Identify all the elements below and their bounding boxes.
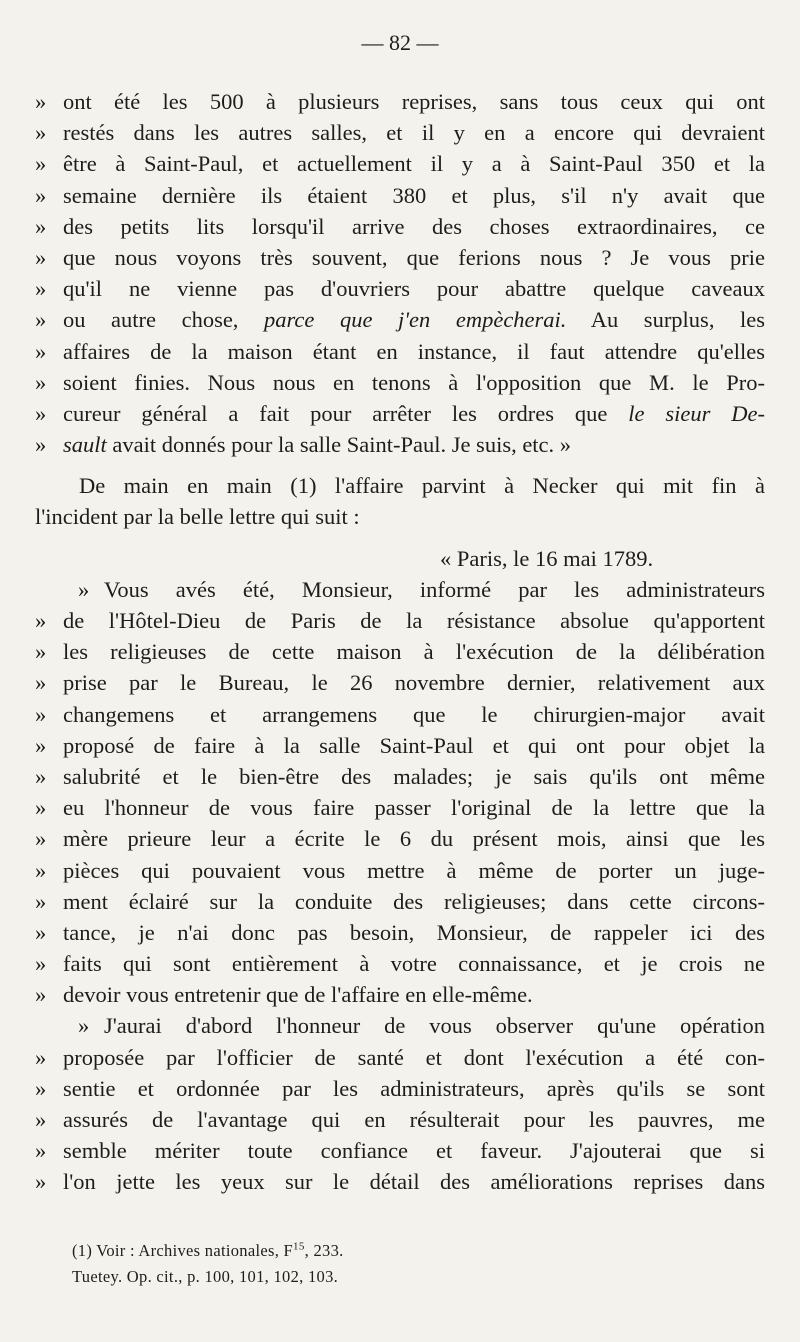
text-line: [35, 211, 765, 242]
line-text: tance, je n'ai donc pas besoin, Monsieur, de rappeler ici des: [63, 919, 765, 945]
text-line: [35, 917, 765, 948]
quote-mark: »: [35, 857, 47, 883]
line-text: ment éclairé sur la conduite des religieuses; dans cette circons-: [63, 888, 765, 914]
quote-mark: »: [35, 795, 47, 821]
text-line: [35, 273, 765, 304]
line-text: des petits lits lorsqu'il arrive des choses extraordinaires, ce: [63, 213, 765, 239]
quote-mark: »: [35, 826, 47, 852]
text-line: [35, 429, 765, 460]
quote-mark: »: [35, 701, 47, 727]
line-text: avait donnés pour la salle Saint-Paul. Je suis, etc. »: [106, 432, 572, 458]
text-line: [35, 148, 765, 179]
line-text: proposé de faire à la salle Saint-Paul et qui ont pour objet la: [63, 732, 765, 758]
text-line: [35, 574, 765, 605]
line-text: sentie et ordonnée par les administrateurs, après qu'ils se sont: [63, 1075, 765, 1101]
quote-mark: »: [78, 576, 90, 602]
text-line: [35, 1010, 765, 1041]
quote-mark: »: [35, 89, 47, 114]
line-text: l'incident par la belle lettre qui suit :: [35, 504, 360, 530]
line-text: que nous voyons très souvent, que ferions nous ? Je vous prie: [63, 244, 765, 270]
quote-mark: »: [35, 888, 47, 914]
text-line: [35, 1166, 765, 1197]
text-line: [35, 86, 765, 117]
quote-mark: »: [35, 1107, 47, 1132]
text-line: [35, 242, 765, 273]
page-number: — 82 —: [361, 30, 439, 55]
line-text: semaine dernière ils étaient 380 et plus, s'il n'y avait que: [63, 182, 765, 208]
text-line: [35, 1135, 765, 1166]
quote-mark: »: [35, 244, 47, 270]
quote-mark: »: [35, 1075, 47, 1101]
line-text: proposée par l'officier de santé et dont l'exécution a été con-: [63, 1044, 765, 1070]
line-text: assurés de l'avantage qui en résulterait pour les pauvres, me: [63, 1107, 765, 1132]
text-line: [35, 699, 765, 730]
quote-mark: »: [35, 213, 47, 239]
text-line: [35, 730, 765, 761]
quote-mark: »: [35, 1138, 47, 1164]
quote-mark: »: [35, 1044, 47, 1070]
quote-mark: »: [35, 182, 47, 208]
line-text: De main en main (1) l'affaire parvint à Necker qui mit fin à: [79, 473, 765, 499]
letter-date: [35, 543, 765, 574]
quote-mark: »: [35, 763, 47, 789]
body-text: [35, 86, 765, 1198]
quote-mark: »: [35, 432, 47, 458]
text-line: [35, 398, 765, 429]
quote-mark: »: [35, 120, 47, 146]
line-text: salubrité et le bien-être des malades; je sais qu'ils ont même: [63, 763, 765, 789]
text-line: [35, 336, 765, 367]
line-text: Vous avés été, Monsieur, informé par les administrateurs: [104, 576, 765, 602]
text-line: [35, 886, 765, 917]
line-text: Au surplus, les: [566, 307, 765, 333]
line-italic: le sieur De-: [628, 400, 765, 426]
text-line: [35, 605, 765, 636]
footnotes: [72, 1238, 752, 1290]
line-text: les religieuses de cette maison à l'exécution de la délibération: [63, 639, 765, 665]
line-text: cureur général a fait pour arrêter les ordres que: [63, 400, 629, 426]
text-line: [35, 823, 765, 854]
line-text: eu l'honneur de vous faire passer l'original de la lettre que la: [63, 795, 765, 821]
text-line: [35, 667, 765, 698]
text-line: [35, 636, 765, 667]
text-line: [35, 855, 765, 886]
quote-mark: »: [35, 369, 47, 395]
quote-mark: »: [35, 307, 47, 333]
quote-mark: »: [35, 639, 47, 665]
line-text: ont été les 500 à plusieurs reprises, sans tous ceux qui ont: [63, 89, 765, 114]
line-text: mère prieure leur a écrite le 6 du présent mois, ainsi que les: [63, 826, 765, 852]
quote-mark: »: [35, 608, 47, 633]
footnote-1: (1) Voir : Archives nationales, $F^{15}$, 233.: [72, 1240, 344, 1260]
quote-mark: »: [35, 670, 47, 696]
quote-mark: »: [35, 951, 47, 977]
text-line: [35, 117, 765, 148]
line-italic: sault: [63, 432, 107, 458]
line-text: ou autre chose,: [63, 307, 264, 333]
line-italic: parce que j'en empècherai.: [264, 307, 567, 333]
line-text: pièces qui pouvaient vous mettre à même de porter un juge-: [63, 857, 765, 883]
text-line: [35, 304, 765, 335]
text-line: [35, 1073, 765, 1104]
text-line: [35, 1104, 765, 1135]
line-text: changemens et arrangemens que le chirurgien-major avait: [63, 701, 765, 727]
quote-mark: »: [35, 1169, 47, 1195]
text-line: [35, 979, 765, 1010]
quote-mark: »: [35, 338, 47, 364]
line-text: affaires de la maison étant en instance, il faut attendre qu'elles: [63, 338, 765, 364]
text-line: [35, 501, 765, 532]
line-text: semble mériter toute confiance et faveur. J'ajouterai que si: [63, 1138, 765, 1164]
letter-date-text: « Paris, le 16 mai 1789.: [440, 545, 654, 571]
line-text: l'on jette les yeux sur le détail des améliorations reprises dans: [63, 1169, 765, 1195]
text-line: [35, 1042, 765, 1073]
text-line: [35, 761, 765, 792]
quote-mark: »: [35, 919, 47, 945]
line-text: qu'il ne vienne pas d'ouvriers pour abattre quelque caveaux: [63, 276, 765, 302]
line-text: de l'Hôtel-Dieu de Paris de la résistance absolue qu'apportent: [63, 608, 765, 633]
line-text: soient finies. Nous nous en tenons à l'opposition que M. le Pro-: [63, 369, 765, 395]
text-line: [35, 367, 765, 398]
quote-mark: »: [35, 400, 47, 426]
quote-mark: »: [78, 1013, 90, 1039]
line-text: être à Saint-Paul, et actuellement il y a à Saint-Paul 350 et la: [63, 151, 765, 177]
text-line: [35, 948, 765, 979]
text-line: [35, 792, 765, 823]
footnote-1-continuation: Tuetey. Op. cit., p. 100, 101, 102, 103.: [72, 1267, 339, 1286]
quote-mark: »: [35, 982, 47, 1008]
quote-mark: »: [35, 276, 47, 302]
line-text: devoir vous entretenir que de l'affaire en elle-même.: [63, 982, 533, 1008]
line-text: prise par le Bureau, le 26 novembre dernier, relativement aux: [63, 670, 765, 696]
text-line: [35, 180, 765, 211]
quote-mark: »: [35, 151, 47, 177]
line-text: J'aurai d'abord l'honneur de vous observer qu'une opération: [104, 1013, 765, 1039]
line-text: faits qui sont entièrement à votre connaissance, et je crois ne: [63, 951, 765, 977]
text-line: [35, 470, 765, 501]
line-text: restés dans les autres salles, et il y en a encore qui devraient: [63, 120, 765, 146]
quote-mark: »: [35, 732, 47, 758]
